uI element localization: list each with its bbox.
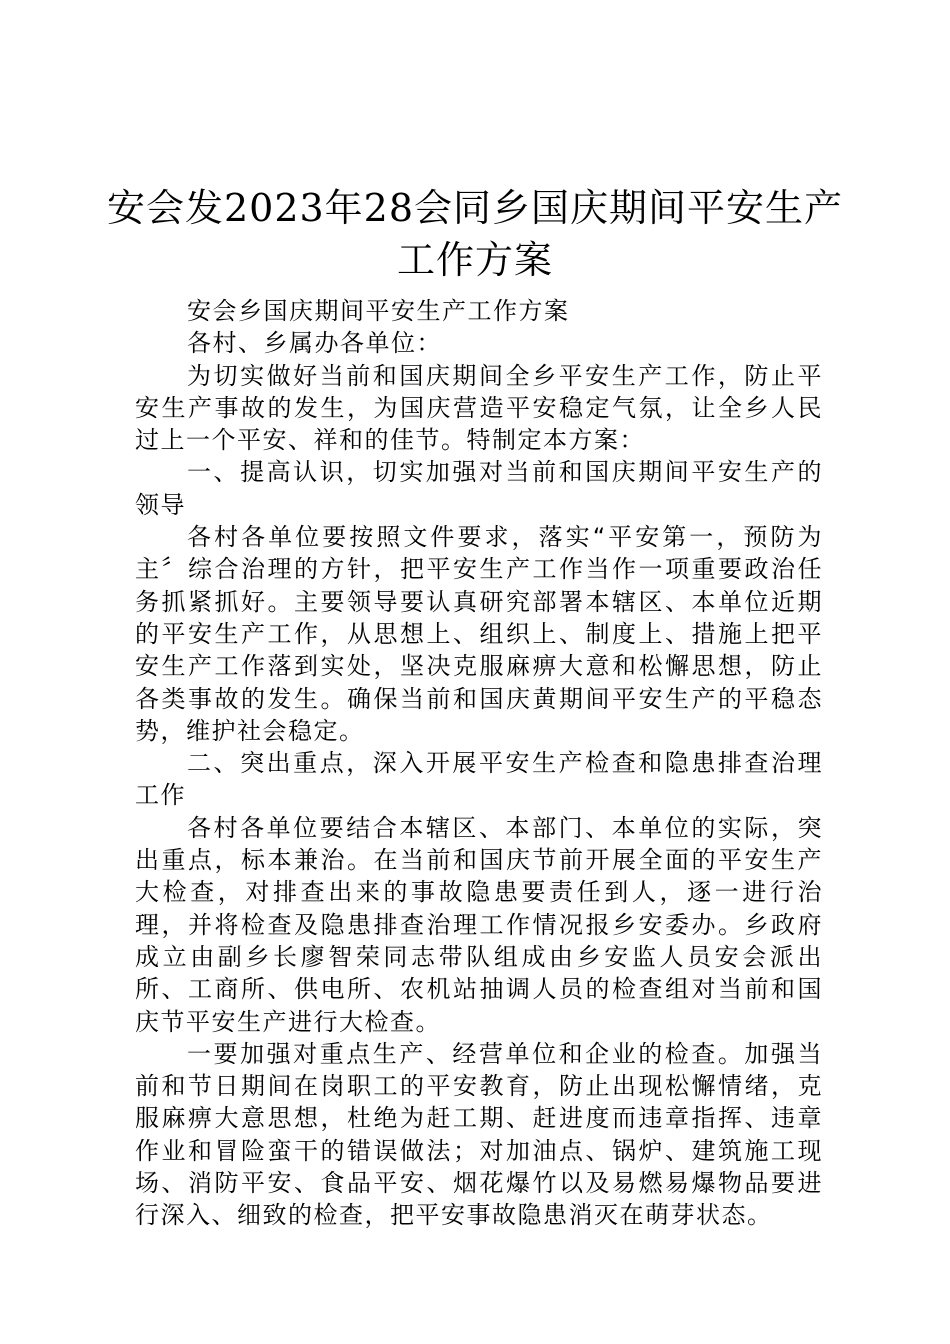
section-heading-2: 二、突出重点，深入开展平安生产检查和隐患排查治理工作	[135, 749, 823, 810]
paragraph-section-1: 各村各单位要按照文件要求，落实“平安第一，预防为主〞综合治理的方针，把平安生产工作当作一项重要政治任务抓紧抓好。主要领导要认真研究部署本辖区、本单位近期的平安生产工作，从思想上、组织上、制度上、措施上把平安生产工作落到实处，坚决克服麻痹大意和松懈思想，防止各类事故的发生。确保当前和国庆黄期间平安生产的平稳态势，维护社会稳定。	[135, 523, 823, 745]
paragraph-intro: 为切实做好当前和国庆期间全乡平安生产工作，防止平安生产事故的发生，为国庆营造平安稳定气氛，让全乡人民过上一个平安、祥和的佳节。特制定本方案：	[135, 361, 823, 455]
paragraph-section-2: 各村各单位要结合本辖区、本部门、本单位的实际，突出重点，标本兼治。在当前和国庆节前开展全面的平安生产大检查，对排查出来的事故隐患要责任到人，逐一进行治理，并将检查及隐患排查治理工作情况报乡安委办。乡政府成立由副乡长廖智荣同志带队组成由乡安监人员安会派出所、工商所、供电所、农机站抽调人员的检查组对当前和国庆节平安生产进行大检查。	[135, 813, 823, 1036]
section-heading-1: 一、提高认识，切实加强对当前和国庆期间平安生产的领导	[135, 458, 823, 519]
document-title-line-1: 安会发2023年28会同乡国庆期间平安生产	[106, 186, 844, 230]
document-body	[135, 295, 823, 1232]
document-title-line-2: 工作方案	[396, 238, 553, 282]
paragraph-salutation: 各村、乡属办各单位：	[187, 329, 442, 358]
paragraph-section-2-item-1: 一要加强对重点生产、经营单位和企业的检查。加强当前和节日期间在岗职工的平安教育，防止出现松懈情绪，克服麻痹大意思想，杜绝为赶工期、赶进度而违章指挥、违章作业和冒险蛮干的错误做法；对加油点、锅炉、建筑施工现场、消防平安、食品平安、烟花爆竹以及易燃易爆物品要进行深入、细致的检查，把平安事故隐患消灭在萌芽状态。	[135, 1039, 823, 1230]
paragraph-subtitle: 安会乡国庆期间平安生产工作方案	[187, 297, 570, 325]
